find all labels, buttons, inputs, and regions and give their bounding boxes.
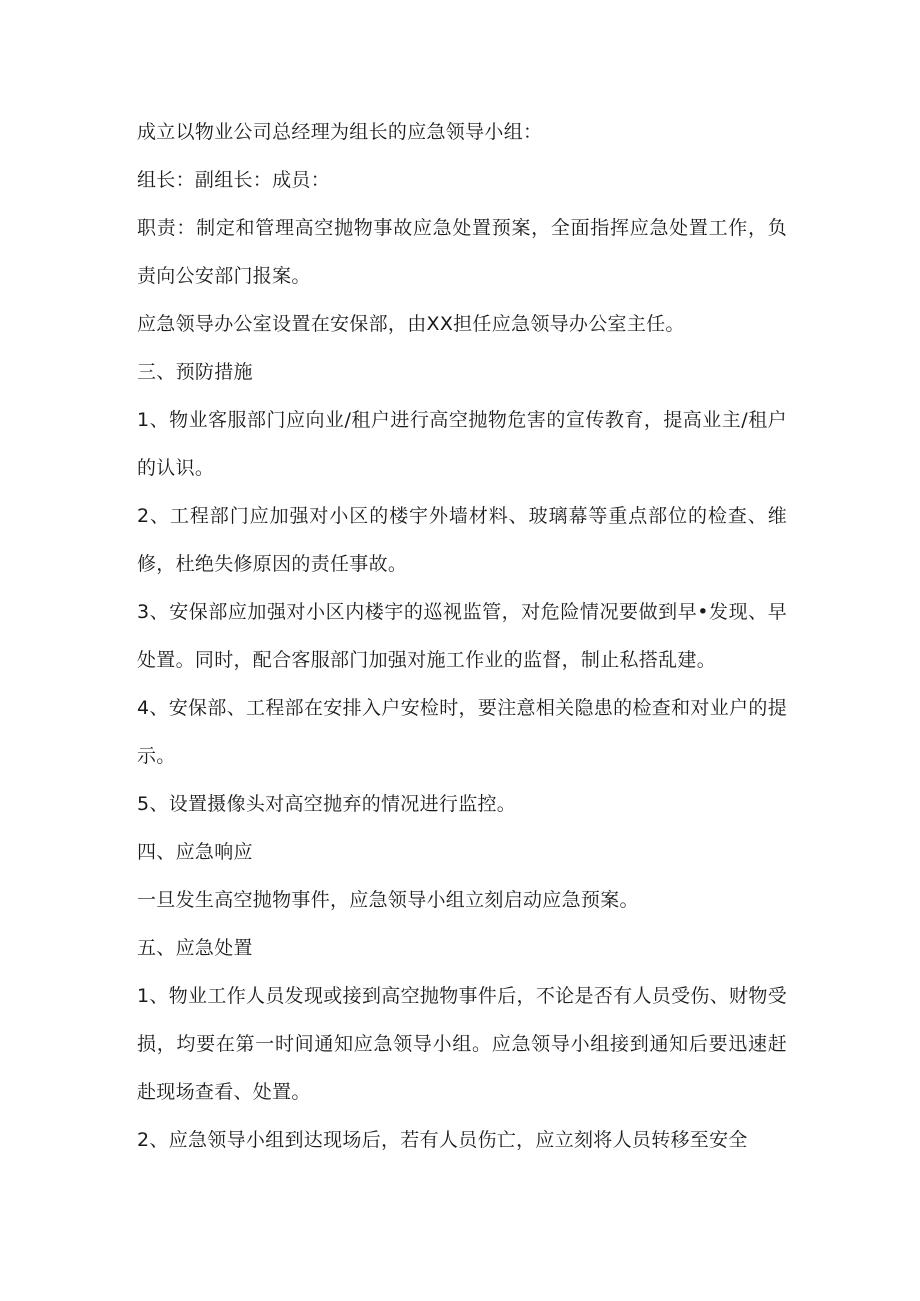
document-body (137, 108, 787, 1164)
list-item-prevention-2: 2、工程部门应加强对小区的楼宇外墙材料、玻璃幕等重点部位的检查、维修，杜绝失修原因的责任事故。 (137, 505, 787, 575)
paragraph-response: 一旦发生高空抛物事件，应急领导小组立刻启动应急预案。 (137, 889, 639, 911)
list-item-handling-1: 1、物业工作人员发现或接到高空抛物事件后，不论是否有人员受伤、财物受损，均要在第一时间通知应急领导小组。应急领导小组接到通知后要迅速赶赴现场查看、处置。 (137, 985, 787, 1103)
section-heading-prevention: 三、预防措施 (137, 361, 253, 383)
list-item-prevention-3: 3、安保部应加强对小区内楼宇的巡视监管，对危险情况要做到早•发现、早处置。同时，配合客服部门加强对施工作业的监督，制止私搭乱建。 (137, 601, 787, 671)
section-heading-handling: 五、应急处置 (137, 937, 253, 959)
paragraph-members: 组长：副组长：成员： (137, 169, 331, 191)
section-heading-response: 四、应急响应 (137, 841, 253, 863)
paragraph-leadership-group: 成立以物业公司总经理为组长的应急领导小组： (137, 121, 543, 143)
paragraph-duties: 职责：制定和管理高空抛物事故应急处置预案，全面指挥应急处置工作，负责向公安部门报案。 (137, 217, 787, 287)
list-item-prevention-1: 1、物业客服部门应向业/租户进行高空抛物危害的宣传教育，提高业主/租户的认识。 (137, 409, 787, 479)
list-item-handling-2: 2、应急领导小组到达现场后，若有人员伤亡，应立刻将人员转移至安全 (137, 1129, 748, 1151)
paragraph-office: 应急领导办公室设置在安保部，由XX担任应急领导办公室主任。 (137, 313, 685, 335)
list-item-prevention-5: 5、设置摄像头对高空抛弃的情况进行监控。 (137, 793, 517, 815)
list-item-prevention-4: 4、安保部、工程部在安排入户安检时，要注意相关隐患的检查和对业户的提示。 (137, 697, 787, 767)
